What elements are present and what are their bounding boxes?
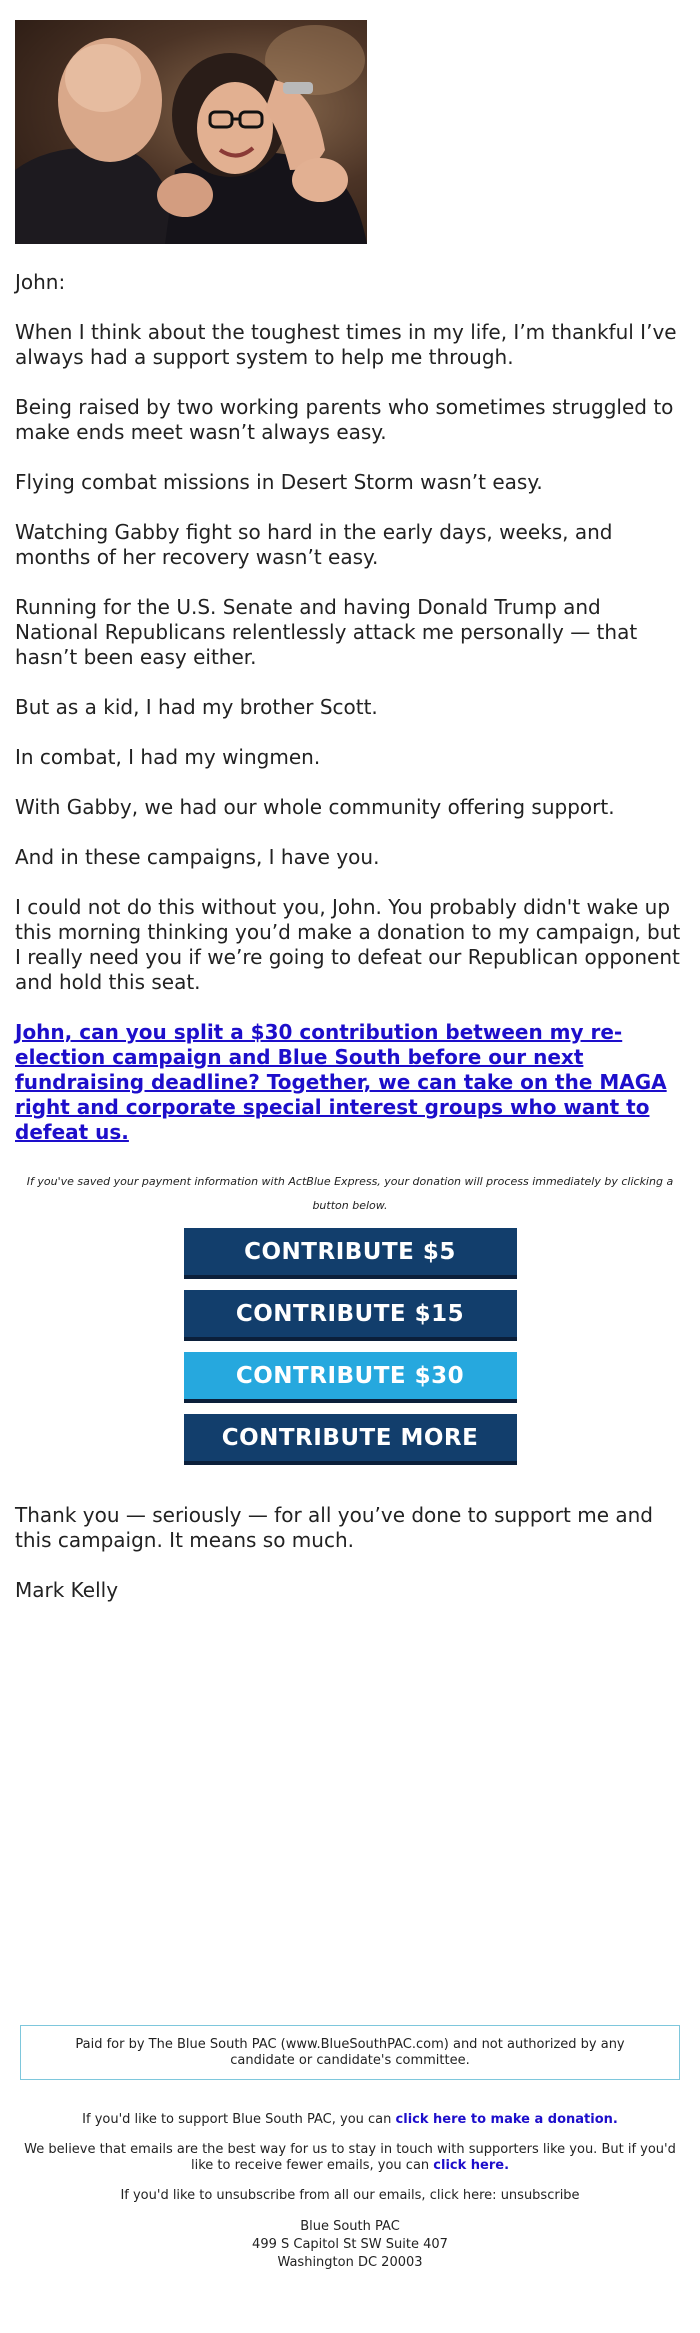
contribute-30-button[interactable]: CONTRIBUTE $30 bbox=[184, 1352, 517, 1403]
paragraph: With Gabby, we had our whole community offering support. bbox=[15, 795, 615, 819]
signature: Mark Kelly bbox=[15, 1578, 119, 1602]
make-donation-link[interactable]: click here to make a donation. bbox=[395, 2112, 618, 2127]
unsubscribe-text: If you'd like to unsubscribe from all our emails, click here: bbox=[120, 2188, 501, 2203]
mailing-address bbox=[20, 2218, 680, 2272]
paragraph: And in these campaigns, I have you. bbox=[15, 845, 380, 869]
paragraph: Flying combat missions in Desert Storm wasn’t easy. bbox=[15, 470, 543, 494]
donation-ask bbox=[15, 1020, 685, 1145]
contribute-15-button[interactable]: CONTRIBUTE $15 bbox=[184, 1290, 517, 1341]
street-address: 499 S Capitol St SW Suite 407 bbox=[252, 2237, 448, 2252]
contribute-5-button[interactable]: CONTRIBUTE $5 bbox=[184, 1228, 517, 1279]
hero-photo bbox=[15, 20, 367, 244]
closing-text: Thank you — seriously — for all you’ve done to support me and this campaign. It means so much. bbox=[15, 1503, 653, 1552]
fewer-emails-link[interactable]: click here. bbox=[433, 2158, 510, 2173]
greeting: John: bbox=[15, 270, 66, 294]
email-body bbox=[15, 270, 685, 1628]
support-line bbox=[20, 2112, 680, 2128]
paragraph: In combat, I had my wingmen. bbox=[15, 745, 321, 769]
email-footer bbox=[20, 2112, 680, 2272]
unsubscribe-link[interactable]: unsubscribe bbox=[500, 2188, 580, 2203]
paragraph: Watching Gabby fight so hard in the early days, weeks, and months of her recovery wasn’t easy. bbox=[15, 520, 613, 569]
actblue-express-note: If you've saved your payment information with ActBlue Express, your donation will process immediately by clicking a button below. bbox=[26, 1175, 674, 1212]
paragraph: Running for the U.S. Senate and having Donald Trump and National Republicans relentlessly attack me personally — that hasn’t been easy either. bbox=[15, 595, 638, 669]
paid-for-disclaimer: Paid for by The Blue South PAC (www.BlueSouthPAC.com) and not authorized by any candidate or candidate's committee. bbox=[20, 2025, 680, 2080]
paragraph: When I think about the toughest times in my life, I’m thankful I’ve always had a support system to help me through. bbox=[15, 320, 677, 369]
paragraph: But as a kid, I had my brother Scott. bbox=[15, 695, 378, 719]
contribute-more-button[interactable]: CONTRIBUTE MORE bbox=[184, 1414, 517, 1465]
contribute-buttons bbox=[15, 1228, 685, 1465]
fewer-emails-line bbox=[20, 2142, 680, 2174]
paragraph: Being raised by two working parents who sometimes struggled to make ends meet wasn’t always easy. bbox=[15, 395, 674, 444]
city-address: Washington DC 20003 bbox=[277, 2255, 423, 2270]
hero-photo-illustration bbox=[15, 20, 367, 244]
paragraph: I could not do this without you, John. You probably didn't wake up this morning thinking you’d make a donation to my campaign, but I really need you if we’re going to defeat our Republican opponent and hold this seat. bbox=[15, 895, 681, 994]
fewer-emails-text: We believe that emails are the best way for us to stay in touch with supporters like you. But if you'd like to receive fewer emails, you can bbox=[24, 2142, 676, 2173]
org-name: Blue South PAC bbox=[300, 2219, 400, 2234]
donation-ask-link[interactable]: John, can you split a $30 contribution between my re-election campaign and Blue South before our next fundraising deadline? Together, we can take on the MAGA right and corporate special interest groups who want to defeat us. bbox=[15, 1020, 667, 1144]
support-text: If you'd like to support Blue South PAC, you can bbox=[82, 2112, 396, 2127]
unsubscribe-line bbox=[20, 2188, 680, 2204]
